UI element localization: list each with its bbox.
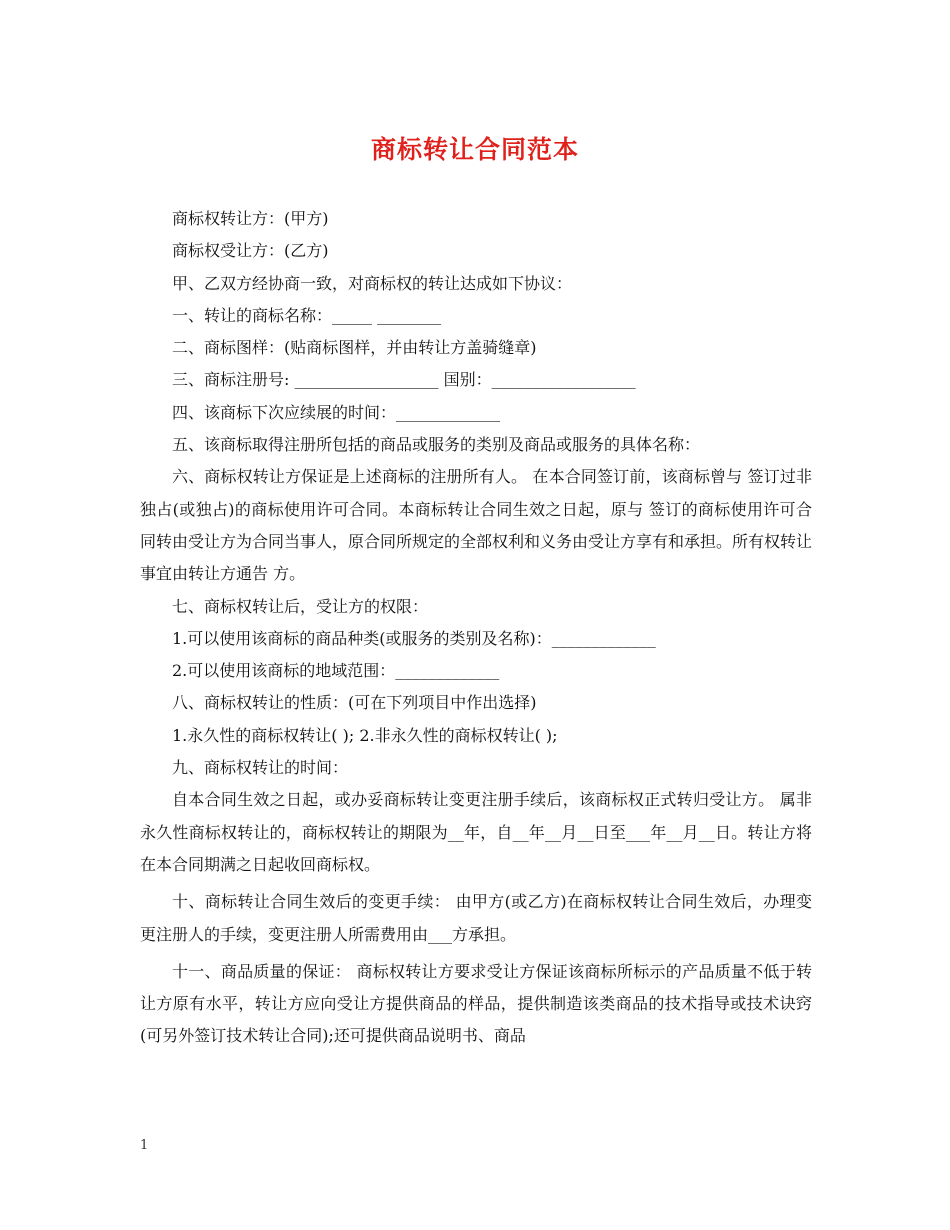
paragraph-clause-4: 四、该商标下次应续展的时间：_____________ [172,402,501,422]
paragraph-transferor: 商标权转让方：(甲方) [172,209,329,228]
paragraph-agreement-intro: 甲、乙双方经协商一致，对商标权的转让达成如下协议： [172,273,573,293]
paragraph-clause-9-detail: 自本合同生效之日起，或办妥商标转让变更注册手续后，该商标权正式转归受让方。 属非永久性商标权转让的，商标权转让的期限为__年，自__年__月__日至___年__月__日。转让方将在本合同期满之日起收回商标权。 [140,790,812,874]
paragraph-clause-9: 九、商标权转让的时间： [172,758,349,778]
page-number: 1 [140,1138,149,1153]
paragraph-clause-3: 三、商标注册号: __________________ 国别：__________________ [172,370,636,390]
paragraph-clause-8: 八、商标权转让的性质：(可在下列项目中作出选择) [172,693,537,713]
document-title: 商标转让合同范本 [370,135,579,164]
paragraph-clause-10: 十、商标转让合同生效后的变更手续： 由甲方(或乙方)在商标权转让合同生效后，办理变更注册人的手续，变更注册人所需费用由___方承担。 [140,892,812,944]
paragraph-clause-7-item-2: 2.可以使用该商标的地域范围：_____________ [172,661,500,681]
paragraph-clause-6: 六、商标权转让方保证是上述商标的注册所有人。 在本合同签订前，该商标曾与 签订过非独占(或独占)的商标使用许可合同。本商标转让合同生效之日起，原与 签订的商标使用许可合同转由受让方为合同当事人，原合同所规定的全部权利和义务由受让方享有和承担。所有权转让事宜由转让方通告 方。 [140,467,813,584]
paragraph-clause-7: 七、商标权转让后，受让方的权限： [172,596,429,616]
paragraph-clause-7-item-1: 1.可以使用该商标的商品种类(或服务的类别及名称)：_____________ [172,628,656,648]
paragraph-clause-5: 五、该商标取得注册所包括的商品或服务的类别及商品或服务的具体名称： [172,435,701,455]
paragraph-clause-8-options: 1.永久性的商标权转让( ); 2.非永久性的商标权转让( ); [172,725,558,745]
paragraph-clause-2: 二、商标图样：(贴商标图样，并由转让方盖骑缝章) [172,338,537,358]
document-body [140,203,812,1053]
paragraph-transferee: 商标权受让方：(乙方) [172,241,329,261]
paragraph-clause-11: 十一、商品质量的保证： 商标权转让方要求受让方保证该商标所标示的产品质量不低于转让方原有水平，转让方应向受让方提供商品的样品，提供制造该类商品的技术指导或技术诀窍(可另外签订技术转让合同);还可提供商品说明书、商品 [140,961,812,1046]
paragraph-clause-1: 一、转让的商标名称：_____ ________ [172,305,442,325]
